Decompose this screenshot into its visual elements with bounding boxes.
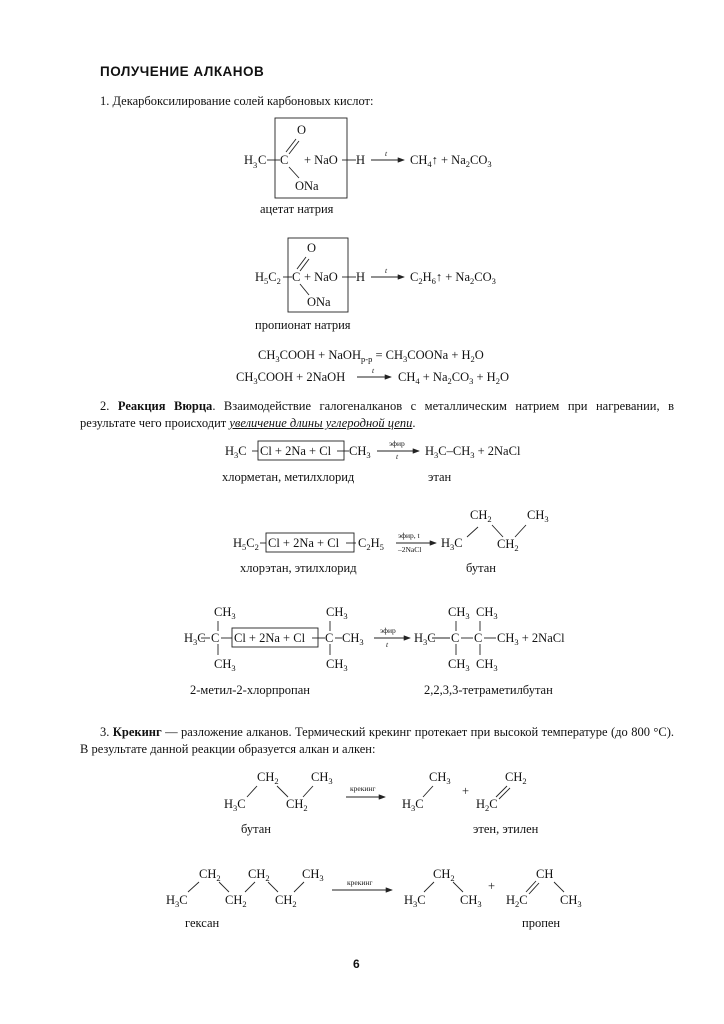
svg-text:H3C: $H_3C$ [225,444,247,460]
svg-text:C: C [451,631,460,645]
svg-text:CH3: $CH_3$ [448,657,470,673]
svg-text:C: C [292,270,301,284]
label-chloromethane: хлорметан, метилхлорид [222,470,355,484]
section3-term: Крекинг [112,725,162,739]
section2-end: . [412,416,416,430]
label-butane-cracking: бутан [241,822,271,836]
svg-text:H3C–CH3 + 2NaCl: $H_3C-CH_3$ + 2NaCl [425,444,521,460]
svg-text:CH3: $CH_3$ [429,770,451,786]
svg-text:CH3: $CH_3$ [527,508,549,524]
svg-text:CH3: $CH_3$ [448,605,470,621]
svg-text:CH2: $CH_2$ [275,893,297,909]
svg-text:CH3: $CH_3$ [326,605,348,621]
atom-h3: H [244,153,254,167]
svg-text:H: H [356,270,366,284]
label-sodium-propionate: пропионат натрия [255,318,351,332]
svg-text:H3C: $H_3C$ [184,631,206,647]
svg-text:C: C [325,631,334,645]
equation-acetic-acid-naoh-solution: $CH_3COOH$ + NaOH$_{р-р}$ = $CH_3COONa + H_2O$ [258,348,484,364]
svg-text:ONa: ONa [307,295,331,309]
section2-term: Реакция Вюрца [117,399,213,413]
svg-text:Cl + 2Na + Cl: Cl + 2Na + Cl [260,444,332,458]
svg-text:t: t [396,452,399,461]
equation-acetic-acid-2naoh [236,366,509,386]
svg-text:CH2: $CH_2$ [199,867,221,883]
section3-text: — разложение алканов. Термический крекинг протекает при высокой температуре (до 800 °С). В результате данной реакции образуется алкан и алкен: [80,725,675,756]
svg-text:эфир: эфир [380,626,396,635]
label-propene: пропен [522,916,561,930]
atom-ona: ONa [295,179,319,193]
wurtz-tert-butyl-chloride [184,605,565,697]
svg-text:H3C: $H_3C$ [402,797,424,813]
cracking-hexane [166,867,582,930]
wurtz-ethyl-chloride [233,508,549,575]
svg-text:H3C: $H_3C$ [414,631,436,647]
svg-text:CH2: $CH_2$ [225,893,247,909]
svg-text:CH3: $CH_3$ [476,605,498,621]
svg-text:Cl + 2Na + Cl: Cl + 2Na + Cl [234,631,306,645]
svg-text:H3C: $H_3C$ [166,893,188,909]
svg-text:+ NaO: + NaO [304,270,338,284]
svg-text:Cl + 2Na + Cl: Cl + 2Na + Cl [268,536,340,550]
svg-text:CH3: $CH_3$ [476,657,498,673]
svg-text:H2C: $H_2C$ [506,893,528,909]
svg-text:C: C [211,631,220,645]
svg-text:CH3: $CH_3$ [214,657,236,673]
svg-text:CH3: $CH_3$ [349,444,371,460]
svg-text:H3C: $H_3C$ [224,797,246,813]
product-ch4: $CH_4↑ + Na_2CO_3$ [410,153,492,169]
svg-text:CH2: $CH_2$ [286,797,308,813]
svg-text:t: t [385,149,388,158]
svg-text:H2C: $H_2C$ [476,797,498,813]
decarboxylation-acetate [244,118,492,216]
cracking-butane [224,770,539,836]
page-number: 6 [353,957,360,971]
svg-text:t: t [385,266,388,275]
atom-o: O [297,123,307,137]
svg-text:CH2: $CH_2$ [257,770,279,786]
label-ethane: этан [428,470,452,484]
svg-text:CH3: $CH_3$ [342,631,364,647]
svg-text:CH3COOH + 2NaOH: $CH_3COOH$ + 2NaOH [236,370,346,386]
svg-text:CH3: $CH_3$ [311,770,333,786]
svg-text:эфир, t: эфир, t [398,531,420,540]
svg-text:CH3: $CH_3$ [302,867,324,883]
label-butane: бутан [466,561,496,575]
svg-text:t: t [386,640,389,649]
svg-text:C2H5: $C_2H_5$ [358,536,384,552]
svg-text:+: + [462,784,470,798]
svg-text:H3C: $H_3C$ [441,536,463,552]
atom-h5c2: $H_5C_2$ [255,270,281,286]
svg-text:крекинг: крекинг [347,878,373,887]
svg-text:эфир: эфир [389,439,405,448]
svg-text:CH2: $CH_2$ [470,508,492,524]
label-hexane: гексан [185,916,220,930]
svg-text:O: O [307,241,317,255]
section2-italic: увеличение длины углеродной цепи [229,416,413,430]
atom-c: C [258,153,267,167]
svg-text:CH2: $CH_2$ [505,770,527,786]
svg-text:CH2: $CH_2$ [497,537,519,553]
svg-text:CH3: $CH_3$ [460,893,482,909]
svg-text:CH2: $CH_2$ [248,867,270,883]
section1-title: 1. Декарбоксилирование солей карбоновых кислот: [100,94,374,108]
svg-text:H5C2: $H_5C_2$ [233,536,259,552]
label-chloroethane: хлорэтан, этилхлорид [240,561,357,575]
svg-text:CH: CH [536,867,554,881]
svg-text:CH3 + 2NaCl: $CH_3$ + 2NaCl [497,631,565,647]
svg-text:CH2: $CH_2$ [433,867,455,883]
svg-text:t: t [372,366,375,375]
label-sodium-acetate: ацетат натрия [260,202,334,216]
label-tetramethylbutane: 2,2,3,3-тетраметилбутан [424,683,553,697]
svg-text:3: 3 [253,160,258,170]
svg-text:CH3: $CH_3$ [560,893,582,909]
svg-text:CH3: $CH_3$ [326,657,348,673]
svg-text:+: + [488,879,496,893]
wurtz-methyl-chloride [222,439,521,484]
atom-h: H [356,153,366,167]
section2-text: . Взаимодействие галогеналканов с металлическим натрием при нагревании, в результате чего происходит [80,399,675,430]
svg-text:CH3: $CH_3$ [214,605,236,621]
svg-text:–2NaCl: –2NaCl [398,545,422,554]
label-2-methyl-2-chloropropane: 2-метил-2-хлорпропан [190,683,310,697]
atom-c-center: C [280,153,289,167]
label-ethene: этен, этилен [473,822,539,836]
svg-text:CH4 + Na2CO3 + H2O: $CH_4 + Na_2CO_3 + H_2O$ [398,370,509,386]
page-heading: ПОЛУЧЕНИЕ АЛКАНОВ [100,64,265,79]
decarboxylation-propionate [255,238,496,332]
section2-number: 2. [100,399,110,413]
svg-text:H3C: $H_3C$ [404,893,426,909]
svg-text:крекинг: крекинг [350,784,376,793]
svg-text:C: C [474,631,483,645]
product-c2h6: $C_2H_6↑ + Na_2CO_3$ [410,270,496,286]
reagent-nao: + NaO [304,153,338,167]
section3-number: 3. [100,725,110,739]
